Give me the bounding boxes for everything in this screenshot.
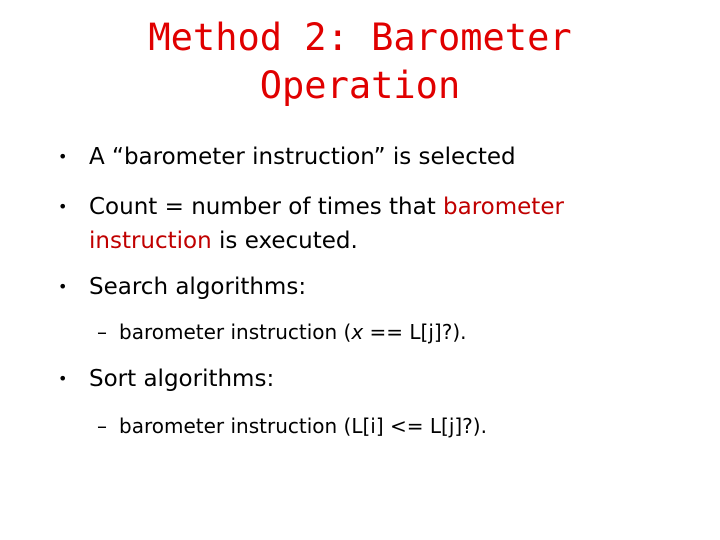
sub-bullet-text: barometer instruction (: [119, 320, 352, 344]
bullet-text: A “barometer instruction” is selected: [89, 144, 516, 170]
title-line-2: Operation: [259, 64, 461, 107]
sub-bullet-text-end: == L[j]?).: [363, 320, 467, 344]
bullet-text: Search algorithms:: [89, 274, 307, 300]
bullet-marker: •: [58, 147, 68, 166]
bullet-text: Sort algorithms:: [89, 366, 275, 392]
count-text: Count = number of times that: [89, 194, 444, 220]
title-line-1: Method 2: Barometer: [148, 16, 572, 59]
executed-text: is executed.: [211, 228, 358, 254]
sub-bullet-text: barometer instruction (L[i] <= L[j]?).: [119, 414, 487, 438]
instruction-highlight: instruction: [89, 228, 212, 254]
variable-x: x: [351, 320, 364, 344]
bullet-marker: •: [58, 277, 68, 296]
bullet-text-line-2: [89, 224, 358, 258]
bullet-marker: •: [58, 197, 68, 216]
bullet-text-line-1: [89, 190, 564, 224]
sub-bullet-marker: –: [97, 414, 107, 438]
sub-bullet-marker: –: [97, 320, 107, 344]
bullet-marker: •: [58, 369, 68, 388]
barometer-highlight: barometer: [443, 194, 564, 220]
slide-title: [60, 14, 660, 110]
sub-bullet-search-barometer: [97, 317, 467, 347]
sub-bullet-sort-barometer: [97, 411, 487, 441]
